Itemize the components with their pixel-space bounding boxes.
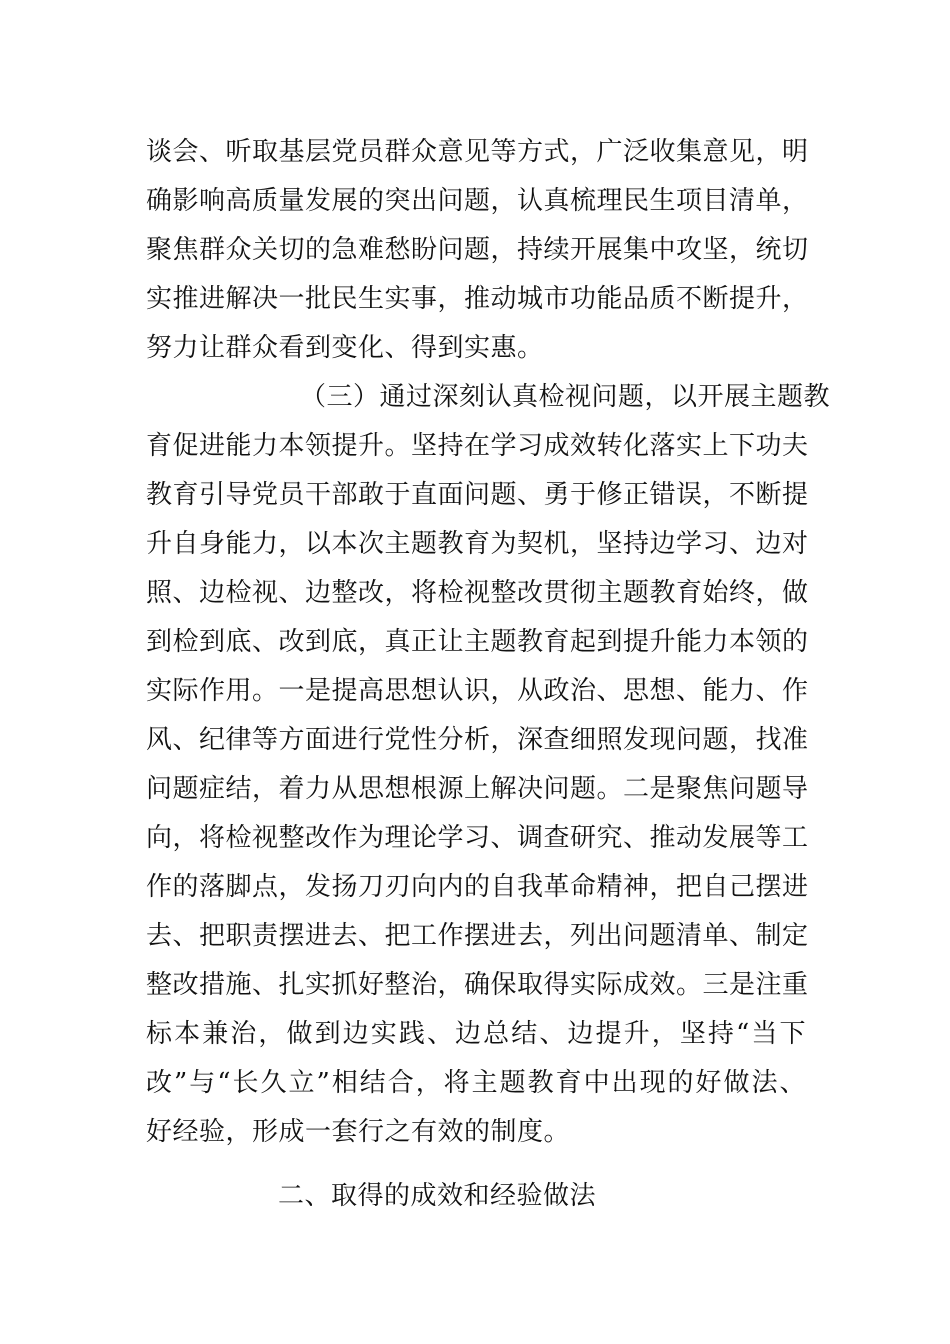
section-heading: 二、取得的成效和经验做法 <box>278 1181 597 1211</box>
paragraph-2-line-1: （三）通过深刻认真检视问题，以开展主题教 <box>300 382 831 412</box>
paragraph-2-line-3: 教育引导党员干部敢于直面问题、勇于修正错误，不断提 <box>146 480 809 510</box>
paragraph-1-line-2: 确影响高质量发展的突出问题，认真梳理民生项目清单， <box>146 186 809 216</box>
paragraph-2-line-11: 作的落脚点，发扬刀刃向内的自我革命精神，把自己摆进 <box>146 872 809 902</box>
paragraph-1-line-1: 谈会、听取基层党员群众意见等方式，广泛收集意见，明 <box>146 137 809 167</box>
paragraph-2-line-9: 问题症结，着力从思想根源上解决问题。二是聚焦问题导 <box>146 774 809 804</box>
paragraph-2-line-16: 好经验，形成一套行之有效的制度。 <box>146 1117 571 1147</box>
paragraph-2-line-5: 照、边检视、边整改，将检视整改贯彻主题教育始终，做 <box>146 578 809 608</box>
paragraph-2-line-13: 整改措施、扎实抓好整治，确保取得实际成效。三是注重 <box>146 970 809 1000</box>
paragraph-1-line-3: 聚焦群众关切的急难愁盼问题，持续开展集中攻坚，统切 <box>146 235 809 265</box>
paragraph-1-line-5: 努力让群众看到变化、得到实惠。 <box>146 333 544 363</box>
paragraph-2-line-14: 标本兼治，做到边实践、边总结、边提升，坚持“当下 <box>146 1019 806 1049</box>
paragraph-2-line-10: 向，将检视整改作为理论学习、调查研究、推动发展等工 <box>146 823 809 853</box>
paragraph-2-line-12: 去、把职责摆进去、把工作摆进去，列出问题清单、制定 <box>146 921 809 951</box>
paragraph-2-line-8: 风、纪律等方面进行党性分析，深查细照发现问题，找准 <box>146 725 809 755</box>
paragraph-2-line-15: 改”与“长久立”相结合，将主题教育中出现的好做法、 <box>146 1068 806 1098</box>
paragraph-2-line-7: 实际作用。一是提高思想认识，从政治、思想、能力、作 <box>146 676 809 706</box>
paragraph-2-line-4: 升自身能力，以本次主题教育为契机，坚持边学习、边对 <box>146 529 809 559</box>
paragraph-2-line-6: 到检到底、改到底，真正让主题教育起到提升能力本领的 <box>146 627 809 657</box>
paragraph-2-line-2: 育促进能力本领提升。坚持在学习成效转化落实上下功夫 <box>146 431 809 461</box>
paragraph-1-line-4: 实推进解决一批民生实事，推动城市功能品质不断提升， <box>146 284 809 314</box>
